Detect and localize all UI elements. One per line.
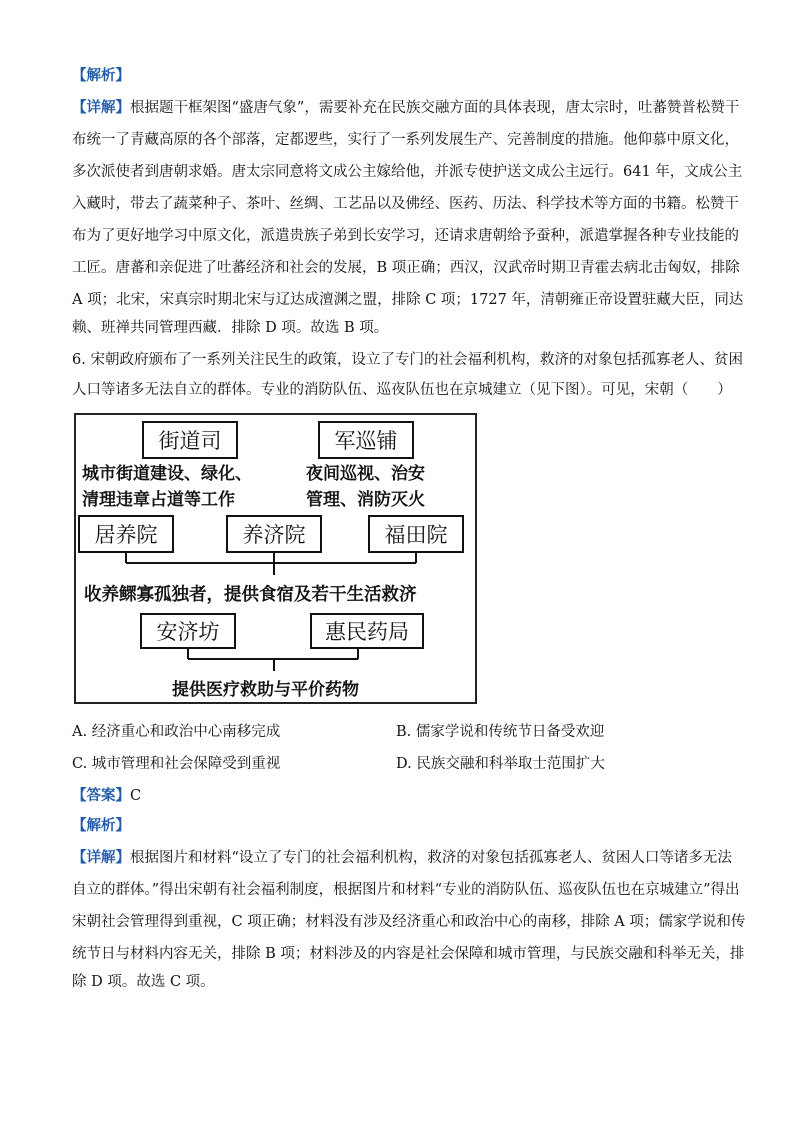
question-stem-line: 人口等诸多无法自立的群体。专业的消防队伍、巡夜队伍也在京城建立（见下图）。可见，宋朝（ ） (72, 382, 732, 398)
box-huiminyaoju: 惠民药局 (310, 613, 424, 649)
box-juyangyuan: 居养院 (78, 515, 174, 553)
detail-paragraph-line: 赖、班禅共同管理西藏．排除 D 项。故选 B 项。 (72, 320, 389, 336)
jiedaosi-desc-line2: 清理违章占道等工作 (82, 490, 235, 510)
option-c[interactable]: C. 城市管理和社会保障受到重视 (72, 756, 281, 772)
junxunpu-desc-line2: 管理、消防灭火 (306, 490, 425, 510)
box-jiedaosi: 街道司 (142, 421, 238, 459)
answer-label: 【答案】 (72, 787, 130, 804)
box-futianyuan: 福田院 (368, 515, 464, 553)
detail-paragraph-line: 入藏时，带去了蔬菜种子、茶叶、丝绸、工艺品以及佛经、医药、历法、科学技术等方面的书籍。松赞干 (72, 196, 739, 212)
box-yangjiyuan: 养济院 (226, 515, 322, 553)
option-a[interactable]: A. 经济重心和政治中心南移完成 (72, 724, 281, 740)
connector-lines (76, 415, 475, 702)
detail-paragraph-line: 布为了更好地学习中原文化，派遣贵族子弟到长安学习，还请求唐朝给予蚕种，派遣掌握各种专业技能的 (72, 228, 739, 244)
detail-paragraph-line: A 项；北宋，宋真宗时期北宋与辽达成澶渊之盟，排除 C 项；1727 年，清朝雍正帝设置驻藏大臣，同达 (72, 292, 744, 308)
detail-paragraph-line: 【详解】根据题干框架图“盛唐气象”，需要补充在民族交融方面的具体表现，唐太宗时，吐蕃赞普松赞干 (72, 99, 740, 116)
detail-paragraph-line: 统节日与材料内容无关，排除 B 项；材料涉及的内容是社会保障和城市管理，与民族交融和科举无关，排 (72, 946, 745, 962)
welfare-institutions-diagram (74, 413, 477, 704)
medical-desc: 提供医疗救助与平价药物 (172, 680, 359, 700)
jiedaosi-desc-line1: 城市街道建设、绿化、 (82, 464, 252, 484)
analysis-label: 【解析】 (72, 817, 130, 834)
answer-line (72, 786, 141, 806)
junxunpu-desc-line1: 夜间巡视、治安 (306, 464, 425, 484)
box-junxunpu: 军巡铺 (318, 421, 414, 459)
detail-paragraph-line: 自立的群体。”得出宋朝有社会福利制度，根据图片和材料“专业的消防队伍、巡夜队伍也在京城建立”得出 (72, 882, 740, 898)
detail-paragraph-line: 布统一了青藏高原的各个部落，定都逻些，实行了一系列发展生产、完善制度的措施。他仰慕中原文化， (72, 132, 739, 148)
analysis-label: 【解析】 (72, 67, 130, 84)
welfare-desc: 收养鳏寡孤独者，提供食宿及若干生活救济 (84, 585, 417, 605)
question-stem-line: 6. 宋朝政府颁布了一系列关注民生的政策，设立了专门的社会福利机构，救济的对象包括孤寡老人、贫困 (72, 352, 743, 368)
option-d[interactable]: D. 民族交融和科举取士范围扩大 (396, 756, 605, 772)
answer-value: C (130, 788, 142, 804)
detail-label: 【详解】 (72, 99, 130, 116)
option-b[interactable]: B. 儒家学说和传统节日备受欢迎 (396, 724, 605, 740)
detail-label: 【详解】 (72, 849, 130, 866)
detail-paragraph-line: 工匠。唐蕃和亲促进了吐蕃经济和社会的发展，B 项正确；西汉，汉武帝时期卫青霍去病北击匈奴，排除 (72, 260, 740, 276)
detail-paragraph-line: 【详解】根据图片和材料“设立了专门的社会福利机构，救济的对象包括孤寡老人、贫困人口等诸多无法 (72, 849, 732, 866)
detail-paragraph-line: 多次派使者到唐朝求婚。唐太宗同意将文成公主嫁给他，并派专使护送文成公主远行。641 年，文成公主 (72, 164, 743, 180)
detail-paragraph-line: 宋朝社会管理得到重视，C 项正确；材料没有涉及经济重心和政治中心的南移，排除 A 项；儒家学说和传 (72, 914, 746, 930)
detail-paragraph-line: 除 D 项。故选 C 项。 (72, 974, 215, 990)
box-anjifang: 安济坊 (140, 613, 236, 649)
